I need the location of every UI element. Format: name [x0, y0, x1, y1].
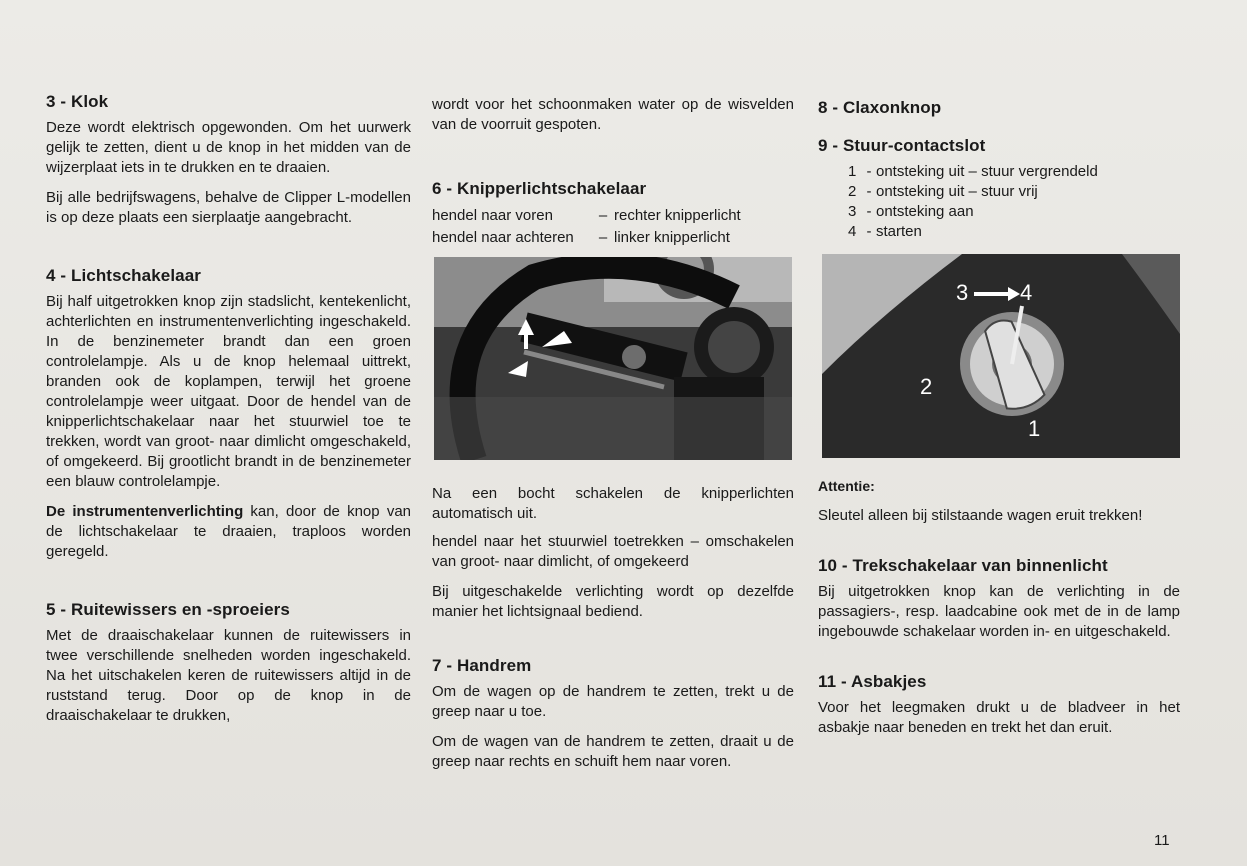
ruitewissers-continuation: wordt voor het schoonmaken water op de wisvelden van de voorruit gespoten. — [432, 96, 794, 133]
row-left: hendel naar voren — [432, 207, 553, 224]
row-right: rechter knipperlicht — [614, 207, 741, 224]
list-item: 3 - ontsteking aan — [848, 203, 974, 220]
row-dash: – — [598, 229, 608, 246]
heading-klok: 3 - Klok — [46, 92, 109, 111]
row-left: hendel naar achteren — [432, 229, 574, 246]
heading-ruitewissers: 5 - Ruitewissers en -sproeiers — [46, 600, 290, 619]
heading-knipperlichtschakelaar: 6 - Knipperlichtschakelaar — [432, 179, 647, 198]
row-right: linker knipperlicht — [614, 229, 730, 246]
knipperlicht-paragraph-1: Na een bocht schakelen de knipperlichten automatisch uit. — [432, 485, 794, 522]
handrem-paragraph-1: Om de wagen op de handrem te zetten, trekt u de greep naar u toe. — [432, 683, 794, 720]
lock-position-label: 4 — [1020, 280, 1033, 305]
knipperlicht-row — [432, 205, 794, 227]
list-item: 2 - ontsteking uit – stuur vrij — [848, 183, 1038, 200]
heading-stuur-contactslot: 9 - Stuur-contactslot — [818, 136, 986, 155]
klok-paragraph-2: Bij alle bedrijfswagens, behalve de Clipper L-modellen is op deze plaats een sierplaatje aangebracht. — [46, 189, 411, 226]
lichtschakelaar-paragraph-1: Bij half uitgetrokken knop zijn stadslicht, kentekenlicht, achterlichten en instrumentenverlichting ingeschakeld. In de benzinemeter brandt dan een groen controlelampje. Als u de knop helemaal uittrekt, branden ook de koplampen, terwijl het groene controlelampje weer uitgaat. Door de hendel van de knipperlichtschakelaar naar het stuurwiel toe te trekken, wordt van groot- naar dimlicht omgeschakeld, of omgekeerd. Bij grootlicht brandt in de benzinemeter een blauw controlelampje. — [46, 293, 411, 490]
attention-text: Sleutel alleen bij stilstaande wagen eruit trekken! — [818, 507, 1143, 524]
attention-label: Attentie: — [818, 478, 875, 494]
heading-trekschakelaar: 10 - Trekschakelaar van binnenlicht — [818, 556, 1108, 575]
heading-claxonknop: 8 - Claxonknop — [818, 98, 942, 117]
steering-wheel-photo — [434, 257, 792, 460]
steering-wheel-illustration — [434, 257, 792, 460]
lock-position-label: 2 — [920, 374, 933, 399]
lock-position-label: 1 — [1028, 416, 1041, 441]
ignition-lock-illustration — [822, 254, 1180, 458]
instrumentenverlichting-text: kan, door de knop van de lichtschakelaar te draaien, traploos worden geregeld. — [46, 503, 411, 560]
knipperlicht-table — [432, 205, 794, 249]
klok-paragraph-1: Deze wordt elektrisch opgewonden. Om het uurwerk gelijk te zetten, dient u de knop in het midden van de wijzerplaat iets in te drukken en te draaien. — [46, 119, 411, 176]
heading-handrem: 7 - Handrem — [432, 656, 532, 675]
instrumentenverlichting-lead: De instrumentenverlichting — [46, 503, 244, 520]
column-middle — [432, 95, 794, 782]
list-item: 4 - starten — [848, 223, 922, 240]
ruitewissers-paragraph-1: Met de draaischakelaar kunnen de ruitewissers in twee verschillende snelheden worden ingeschakeld. Na het uitschakelen keren de ruitewissers altijd in de ruststand terug. Door op de knop in de draaischakelaar te drukken, — [46, 627, 411, 724]
lichtschakelaar-paragraph-2 — [46, 502, 411, 562]
column-right — [818, 98, 1180, 748]
contactslot-steps — [848, 162, 1180, 242]
list-item: 1 - ontsteking uit – stuur vergrendeld — [848, 163, 1098, 180]
knipperlicht-paragraph-3: Bij uitgeschakelde verlichting wordt op dezelfde manier het lichtsignaal bediend. — [432, 583, 794, 620]
row-dash: – — [598, 207, 608, 224]
column-left — [46, 92, 411, 736]
knipperlicht-row — [432, 227, 794, 249]
ignition-lock-photo — [822, 254, 1180, 458]
knipperlicht-paragraph-2: hendel naar het stuurwiel toetrekken – omschakelen van groot- naar dimlicht, of omgekeerd — [432, 533, 794, 570]
heading-asbakjes: 11 - Asbakjes — [818, 672, 927, 691]
handrem-paragraph-2: Om de wagen van de handrem te zetten, draait u de greep naar rechts en schuift hem naar voren. — [432, 733, 794, 770]
lock-position-label: 3 — [956, 280, 969, 305]
asbakjes-paragraph: Voor het leegmaken drukt u de bladveer in het asbakje naar beneden en trekt het dan eruit. — [818, 699, 1180, 736]
heading-lichtschakelaar: 4 - Lichtschakelaar — [46, 266, 201, 285]
trekschakelaar-paragraph: Bij uitgetrokken knop kan de verlichting in de passagiers-, resp. laadcabine ook met de in de lamp ingebouwde schakelaar worden in- en uitgeschakeld. — [818, 583, 1180, 640]
page-number: 11 — [1154, 832, 1170, 849]
